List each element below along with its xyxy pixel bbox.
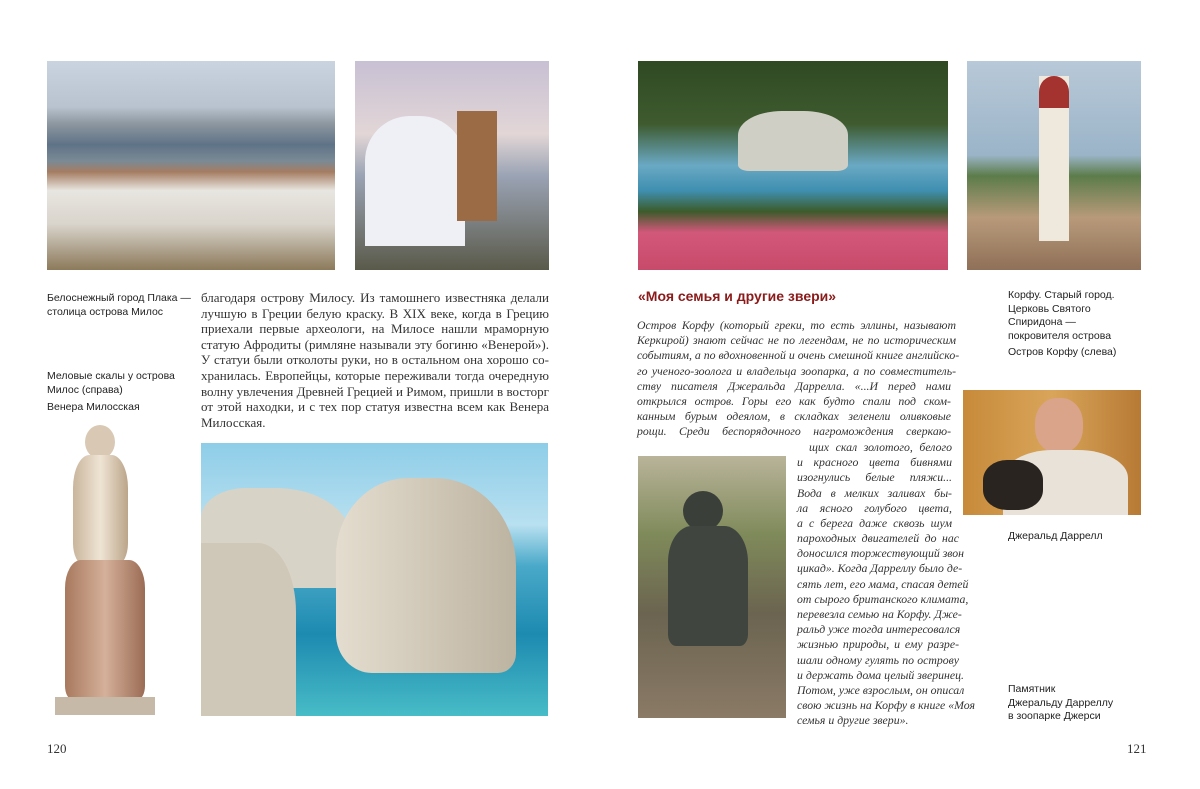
text-line: канным бурым одеялом, в складках зеленели оливковые <box>637 409 951 424</box>
photo-venus-de-milo <box>55 425 160 717</box>
caption-line: Спиридона — <box>1008 316 1076 328</box>
text-line: Керкирой) знают сейчас не по легендам, не по историческим <box>637 333 956 348</box>
text-line: приехали первые археологи, на Милосе нашли мраморную <box>201 321 549 337</box>
caption-corfu-church <box>1008 289 1115 343</box>
body-text-right-narrow <box>797 440 952 531</box>
text-line: перевезла семью на Корфу. Дже- <box>797 607 962 622</box>
caption-line: столица острова Милос <box>47 305 164 318</box>
text-line: У статуи были отколоты руки, но в остальном она хорошо со- <box>201 352 549 368</box>
caption-corfu-island <box>1008 346 1116 360</box>
caption-line: Остров Корфу (слева) <box>1008 346 1117 358</box>
section-heading: «Моя семья и другие звери» <box>638 288 837 304</box>
body-text-right-top <box>637 318 960 440</box>
caption-line: Венера Милосская <box>47 401 140 413</box>
text-line: изогнулись белые пляжи... <box>797 470 952 485</box>
caption-line: покровителя острова <box>1008 329 1112 342</box>
photo-gerald-durrell <box>963 390 1141 515</box>
text-line: благодаря острову Милосу. Из тамошнего известняка делали <box>201 290 549 305</box>
text-line: го ученого-зоолога и владельца зоопарка, а по совместитель- <box>637 363 956 378</box>
text-line: волну увлечения Древней Грецией и Римом, пришли в восторг <box>201 383 549 399</box>
text-line: щих скал золотого, белого <box>809 440 952 454</box>
text-line: от этой находки, и с тех пор статуя известна всем как Венера <box>201 399 549 415</box>
text-line: лучшую в Греции белую краску. В XIX веке, когда в Грецию <box>201 305 549 321</box>
caption-line: Церковь Святого <box>1008 302 1091 315</box>
body-text-left <box>201 290 549 430</box>
photo-durrell-monument <box>638 456 786 718</box>
caption-gerald-durrell <box>1008 530 1103 544</box>
text-line: ству писателя Джеральда Даррелла. «...И перед нами <box>637 378 951 393</box>
text-line: от сырого британского климата, <box>797 591 969 606</box>
caption-line: Памятник <box>1008 683 1056 695</box>
text-line: ла ясного голубого цвета, <box>797 500 952 515</box>
caption-chalk-cliffs <box>47 370 175 397</box>
text-line: цикад». Когда Дарреллу было де- <box>797 561 963 576</box>
text-line: хранилась. Европейцы, которые переживали тогда очередную <box>201 367 549 383</box>
text-line: открылся остров. Горы его как будто спали под ском- <box>637 394 951 409</box>
text-line: ральд уже тогда интересовался <box>797 622 961 637</box>
page-number-right: 121 <box>1127 741 1147 756</box>
text-line: семья и другие звери». <box>797 713 909 728</box>
text-line: Милосская. <box>201 414 266 430</box>
body-text-right-bottom <box>797 531 975 729</box>
caption-line: Корфу. Старый город. <box>1008 289 1115 301</box>
text-line: а с берега даже сквозь шум <box>797 516 952 531</box>
text-line: Остров Корфу (который греки, то есть эллины, называют <box>637 318 956 332</box>
caption-line: Джеральд Даррелл <box>1008 530 1103 542</box>
text-line: шали одному гулять по острову <box>797 652 959 667</box>
caption-line: Белоснежный город Плака — <box>47 292 191 304</box>
text-line: доносился торжествующий звон <box>797 546 965 561</box>
text-line: рощи. Среди беспорядочного нагромождения сверкаю- <box>637 424 951 439</box>
photo-chalk-cliffs <box>201 443 548 716</box>
text-line: событиям, а по вдохновенной и очень смешной книге английско- <box>637 348 960 363</box>
photo-plaka-town <box>47 61 335 270</box>
text-line: сять лет, его мама, спасая детей <box>797 576 969 591</box>
photo-white-church <box>355 61 549 270</box>
text-line: пароходных двигателей до нас <box>797 531 959 545</box>
text-line: Вода в мелких заливах бы- <box>797 485 952 500</box>
caption-line: Милос (справа) <box>47 383 123 396</box>
text-line: свою жизнь на Корфу в книге «Моя <box>797 698 975 713</box>
text-line: и держать дома целый зверинец. <box>797 667 964 682</box>
photo-corfu-coast <box>638 61 948 270</box>
caption-plaka <box>47 292 191 319</box>
text-line: и красного цвета бивнями <box>797 455 952 470</box>
caption-line: Джеральду Дарреллу <box>1008 696 1114 709</box>
caption-line: Меловые скалы у острова <box>47 370 175 382</box>
caption-line: в зоопарке Джерси <box>1008 710 1101 722</box>
page-number-left: 120 <box>47 741 67 756</box>
photo-saint-spyridon-church <box>967 61 1141 270</box>
text-line: статую Афродиты (римляне называли эту богиню «Венерой»). <box>201 336 549 352</box>
text-line: жизнью природы, и ему разре- <box>797 637 959 652</box>
text-line: Потом, уже взрослым, он описал <box>797 683 965 698</box>
caption-venus <box>47 401 140 415</box>
caption-durrell-monument <box>1008 683 1113 724</box>
